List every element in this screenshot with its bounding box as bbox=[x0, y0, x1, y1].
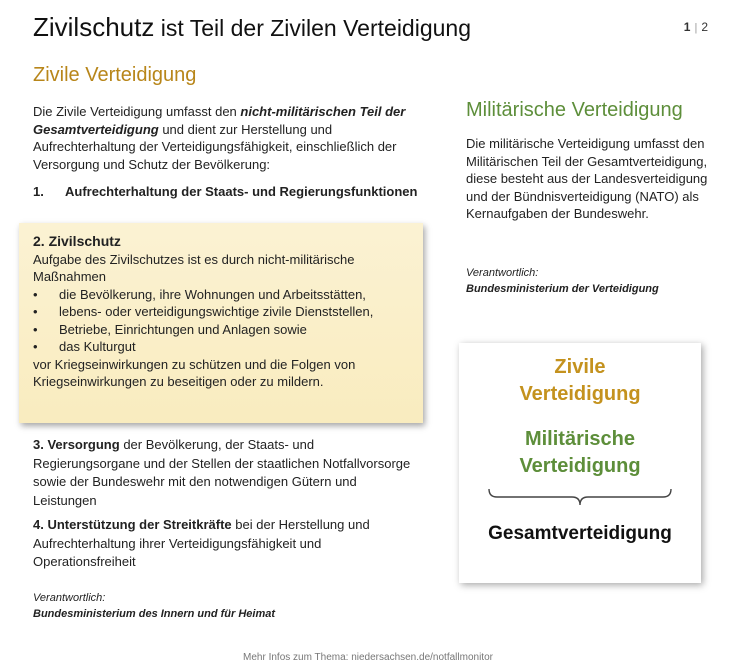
intro-text-1: Die Zivile Verteidigung umfasst den bbox=[33, 104, 241, 119]
diagram-mil bbox=[459, 426, 701, 480]
footer-link[interactable]: Mehr Infos zum Thema: niedersachsen.de/notfallmonitor bbox=[243, 652, 493, 663]
zivilschutz-lead: Aufgabe des Zivilschutzes ist es durch nicht-militärische Maßnahmen bbox=[33, 251, 355, 284]
item3-bold: 3. Versorgung bbox=[33, 437, 120, 452]
diagram-zivil-line2: Verteidigung bbox=[519, 383, 641, 405]
page-indicator bbox=[684, 20, 708, 34]
zivil-item-3 bbox=[33, 436, 423, 510]
zivilschutz-bullets bbox=[33, 286, 423, 356]
list-item: • lebens- oder verteidigungswichtige zivile Dienststellen, bbox=[33, 303, 423, 321]
list-item: • das Kulturgut bbox=[33, 338, 423, 356]
item4-bold: 4. Unterstützung der Streitkräfte bbox=[33, 517, 232, 532]
mil-heading: Militärische Verteidigung bbox=[466, 99, 683, 121]
title-rest: ist Teil der Zivilen Verteidigung bbox=[160, 15, 471, 41]
page-other[interactable]: 2 bbox=[701, 20, 708, 34]
zivilschutz-tail: vor Kriegseinwirkungen zu schützen und die Folgen von Kriegseinwirkungen zu beseitigen oder zu mildern. bbox=[33, 356, 356, 389]
mil-resp-org: Bundesministerium der Verteidigung bbox=[466, 283, 659, 295]
zivil-resp-label: Verantwortlich: bbox=[33, 592, 106, 604]
curly-brace-icon bbox=[487, 483, 673, 513]
defense-diagram bbox=[459, 343, 701, 583]
item4-text: bei der Herstellung und Aufrechterhaltung ihrer Verteidigungsfähigkeit und Operationsfreiheit bbox=[33, 517, 370, 569]
zivilschutz-title: 2. Zivilschutz bbox=[33, 233, 121, 249]
item3-text: der Bevölkerung, der Staats- und Regierungsorgane und der Stellen der staatlichen Notfallvorsorge sowie der Bundeswehr mit den notwendigen Gütern und Leistungen bbox=[33, 437, 411, 508]
diagram-total: Gesamtverteidigung bbox=[488, 523, 672, 544]
mil-resp-label: Verantwortlich: bbox=[466, 267, 539, 279]
item1-text: Aufrechterhaltung der Staats- und Regierungsfunktionen bbox=[65, 184, 418, 199]
page-current[interactable]: 1 bbox=[683, 20, 691, 34]
zivil-item-4 bbox=[33, 516, 423, 572]
list-item: • die Bevölkerung, ihre Wohnungen und Arbeitsstätten, bbox=[33, 286, 423, 304]
list-item: • Betriebe, Einrichtungen und Anlagen sowie bbox=[33, 321, 423, 339]
page-title bbox=[33, 12, 471, 43]
zivil-responsible bbox=[33, 590, 275, 622]
mil-text: Die militärische Verteidigung umfasst den Militärischen Teil der Gesamtverteidigung, diese besteht aus der Landesverteidigung und der Bündnisverteidigung (NATO) als Kernaufgaben der Bundeswehr. bbox=[466, 136, 708, 221]
diagram-mil-line1: Militärische bbox=[524, 428, 636, 450]
zivil-intro bbox=[33, 103, 428, 173]
zivil-heading: Zivile Verteidigung bbox=[33, 64, 197, 86]
zivil-item-1 bbox=[33, 184, 417, 199]
intro-text-2: und dient zur Herstellung und Aufrechterhaltung der Verteidigungsfähigkeit, einschließlich der Versorgung und Schutz der Bevölkerung: bbox=[33, 121, 397, 172]
diagram-mil-line2: Verteidigung bbox=[519, 455, 641, 477]
diagram-zivil bbox=[459, 354, 701, 408]
zivilschutz-box bbox=[19, 223, 423, 423]
intro-bold: nicht-militärischen Teil der Gesamtverteidigung bbox=[33, 104, 406, 137]
mil-responsible bbox=[466, 265, 659, 297]
item1-number: 1. bbox=[33, 184, 44, 199]
zivil-resp-org: Bundesministerium des Innern und für Heimat bbox=[33, 608, 276, 620]
page-separator: | bbox=[694, 22, 698, 34]
title-strong: Zivilschutz bbox=[33, 12, 155, 42]
diagram-zivil-line1: Zivile bbox=[554, 356, 606, 378]
